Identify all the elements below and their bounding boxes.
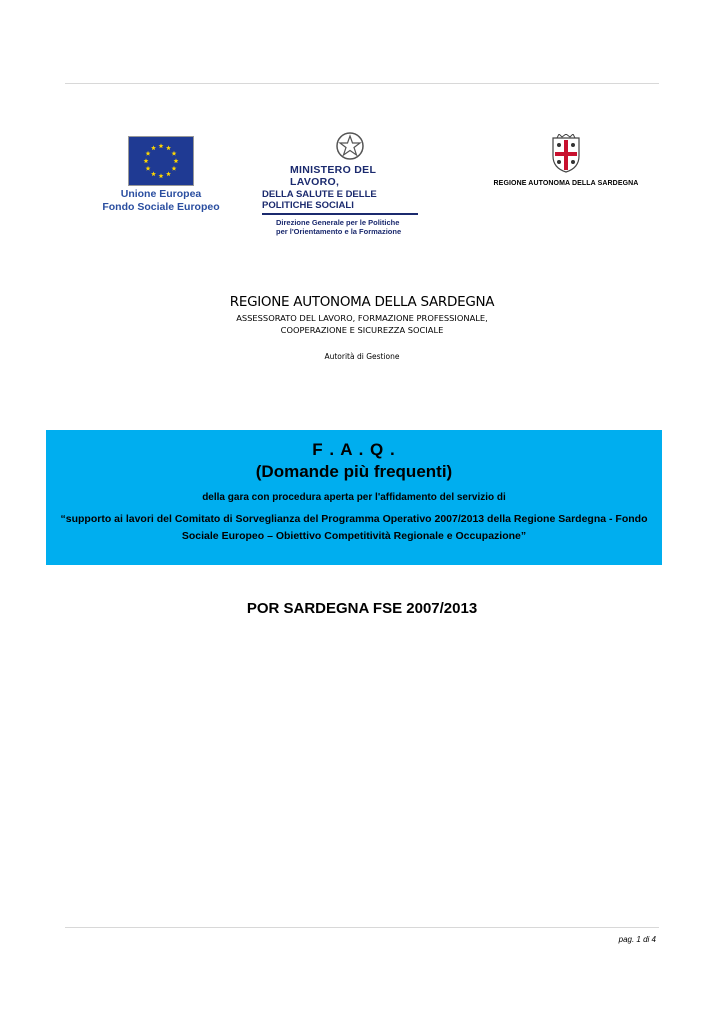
ministry-sub-1: Direzione Generale per le Politiche — [276, 218, 400, 227]
faq-banner — [46, 430, 662, 565]
sardegna-logo-text: REGIONE AUTONOMA DELLA SARDEGNA — [493, 180, 639, 187]
page-number: pag. 1 di 4 — [618, 935, 656, 944]
managing-authority: Autorità di Gestione — [324, 352, 400, 361]
header-rule — [65, 83, 659, 84]
ministry-title-2: DELLA SALUTE E DELLE POLITICHE SOCIALI — [262, 189, 377, 211]
eu-caption-line2: Fondo Sociale Europeo — [102, 201, 220, 213]
ministry-divider — [262, 213, 418, 215]
eu-logo — [86, 136, 236, 214]
region-title: REGIONE AUTONOMA DELLA SARDEGNA — [229, 294, 495, 310]
department-line-1: ASSESSORATO DEL LAVORO, FORMAZIONE PROFESSIONALE, — [236, 313, 488, 323]
eu-flag-icon — [128, 136, 194, 186]
sardegna-logo — [486, 134, 646, 187]
ministry-logo — [262, 130, 420, 236]
faq-intro: della gara con procedura aperta per l'affidamento del servizio di — [202, 492, 506, 503]
italian-emblem-icon — [334, 130, 366, 162]
ministry-title: MINISTERO DEL LAVORO, — [290, 164, 376, 188]
sardegna-coat-of-arms-icon — [549, 134, 583, 174]
faq-subtitle: (Domande più frequenti) — [255, 462, 453, 481]
footer-rule — [65, 927, 659, 928]
faq-title: F . A . Q . — [312, 440, 396, 459]
ministry-sub-2: per l'Orientamento e la Formazione — [276, 227, 402, 236]
department-line-2: COOPERAZIONE E SICUREZZA SOCIALE — [280, 325, 444, 335]
faq-description: “supporto ai lavori del Comitato di Sorveglianza del Programma Operativo 2007/2013 della Regione Sardegna - Fondo Sociale Europeo – Obiettivo Competitività Regionale e Occupazione” — [60, 513, 648, 542]
eu-caption-line1: Unione Europea — [120, 188, 202, 200]
program-title: POR SARDEGNA FSE 2007/2013 — [246, 600, 478, 617]
